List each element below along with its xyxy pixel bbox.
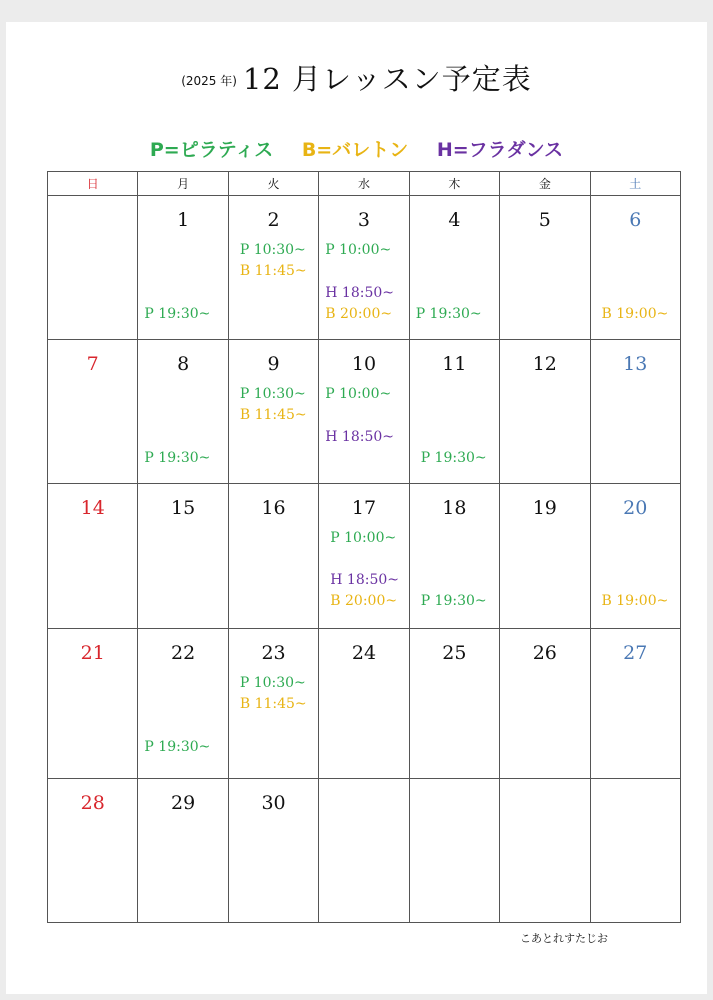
day-cell bbox=[500, 629, 590, 779]
day-number: 6 bbox=[629, 209, 642, 231]
day-cell bbox=[409, 484, 499, 629]
day-cell bbox=[319, 484, 409, 629]
day-cell bbox=[228, 340, 318, 484]
lesson-barreton: B 11:45~ bbox=[239, 696, 307, 712]
weekday-wed: 水 bbox=[319, 172, 409, 196]
week-row bbox=[48, 629, 681, 779]
day-number: 19 bbox=[532, 497, 557, 519]
weekday-sun: 日 bbox=[48, 172, 138, 196]
day-cell bbox=[590, 340, 680, 484]
day-cell bbox=[409, 629, 499, 779]
weekday-fri: 金 bbox=[500, 172, 590, 196]
day-number: 21 bbox=[80, 642, 105, 664]
day-number: 29 bbox=[171, 792, 196, 814]
day-number: 7 bbox=[86, 353, 99, 375]
day-cell bbox=[138, 779, 228, 923]
day-cell-empty bbox=[319, 779, 409, 923]
week-row bbox=[48, 196, 681, 340]
day-number: 3 bbox=[357, 209, 371, 231]
weekday-mon: 月 bbox=[138, 172, 228, 196]
weekday-tue: 火 bbox=[228, 172, 318, 196]
lesson-pilates: P 10:00~ bbox=[325, 242, 392, 258]
lesson-hula: H 18:50~ bbox=[330, 572, 400, 588]
legend-hula: H=フラダンス bbox=[436, 139, 564, 161]
studio-name: こあとれすたじお bbox=[520, 932, 608, 945]
day-cell bbox=[138, 340, 228, 484]
day-number: 28 bbox=[80, 792, 105, 814]
legend-pilates: P=ピラティス bbox=[149, 139, 274, 161]
lesson-pilates: P 10:00~ bbox=[330, 530, 397, 546]
day-cell bbox=[228, 484, 318, 629]
day-cell-empty bbox=[48, 196, 138, 340]
day-number: 26 bbox=[532, 642, 557, 664]
day-cell bbox=[138, 196, 228, 340]
day-cell bbox=[500, 196, 590, 340]
day-number: 4 bbox=[448, 209, 461, 231]
day-cell bbox=[500, 484, 590, 629]
lesson-barreton: B 19:00~ bbox=[601, 306, 669, 322]
lesson-barreton: B 20:00~ bbox=[325, 306, 393, 322]
day-number: 8 bbox=[177, 353, 190, 375]
day-cell bbox=[48, 779, 138, 923]
lesson-pilates: P 10:30~ bbox=[239, 386, 306, 402]
day-number: 18 bbox=[442, 497, 467, 519]
day-number: 1 bbox=[177, 209, 190, 231]
lesson-barreton: B 20:00~ bbox=[330, 593, 398, 609]
weekday-sat: 土 bbox=[590, 172, 680, 196]
day-cell bbox=[228, 196, 318, 340]
day-cell-empty bbox=[590, 779, 680, 923]
day-cell bbox=[138, 484, 228, 629]
day-cell bbox=[319, 340, 409, 484]
day-number: 12 bbox=[532, 353, 557, 375]
week-row bbox=[48, 484, 681, 629]
day-cell bbox=[319, 629, 409, 779]
lesson-hula: H 18:50~ bbox=[325, 429, 395, 445]
day-number: 13 bbox=[623, 353, 648, 375]
day-number: 25 bbox=[442, 642, 467, 664]
day-number: 22 bbox=[171, 642, 196, 664]
weekday-header-row bbox=[48, 172, 681, 196]
calendar-table bbox=[47, 171, 681, 923]
lesson-pilates: P 19:30~ bbox=[420, 450, 487, 466]
day-cell bbox=[409, 340, 499, 484]
lesson-pilates: P 19:30~ bbox=[415, 306, 482, 322]
lesson-pilates: P 10:30~ bbox=[239, 242, 306, 258]
day-number: 17 bbox=[351, 497, 377, 519]
day-cell bbox=[409, 196, 499, 340]
lesson-barreton: B 11:45~ bbox=[239, 407, 307, 423]
lesson-pilates: P 19:30~ bbox=[144, 306, 211, 322]
lesson-pilates: P 19:30~ bbox=[144, 450, 211, 466]
day-cell bbox=[48, 340, 138, 484]
legend-barreton: B=バレトン bbox=[301, 139, 409, 161]
week-row bbox=[48, 340, 681, 484]
day-cell bbox=[228, 629, 318, 779]
day-number: 14 bbox=[80, 497, 105, 519]
day-number: 20 bbox=[623, 497, 648, 519]
weekday-thu: 木 bbox=[409, 172, 499, 196]
day-cell bbox=[590, 484, 680, 629]
day-cell bbox=[228, 779, 318, 923]
legend bbox=[0, 135, 713, 162]
day-cell bbox=[48, 629, 138, 779]
day-cell-empty bbox=[409, 779, 499, 923]
day-cell bbox=[48, 484, 138, 629]
title-year: (2025 年) bbox=[181, 74, 237, 88]
day-cell-empty bbox=[500, 779, 590, 923]
day-cell bbox=[138, 629, 228, 779]
lesson-pilates: P 19:30~ bbox=[144, 739, 211, 755]
day-number: 9 bbox=[267, 353, 280, 375]
day-number: 11 bbox=[442, 353, 467, 375]
day-number: 30 bbox=[261, 792, 286, 814]
day-cell bbox=[590, 196, 680, 340]
day-number: 15 bbox=[171, 497, 196, 519]
lesson-barreton: B 11:45~ bbox=[239, 263, 307, 279]
lesson-pilates: P 19:30~ bbox=[420, 593, 487, 609]
title-main: 12 月レッスン予定表 bbox=[242, 62, 532, 96]
day-number: 10 bbox=[351, 353, 377, 375]
day-cell bbox=[590, 629, 680, 779]
week-row bbox=[48, 779, 681, 923]
day-number: 16 bbox=[261, 497, 286, 519]
day-number: 2 bbox=[267, 209, 280, 231]
day-number: 24 bbox=[351, 642, 377, 664]
day-cell bbox=[500, 340, 590, 484]
lesson-pilates: P 10:00~ bbox=[325, 386, 392, 402]
day-cell bbox=[319, 196, 409, 340]
day-number: 27 bbox=[623, 642, 648, 664]
day-number: 23 bbox=[261, 642, 286, 664]
page-title bbox=[0, 57, 713, 107]
day-number: 5 bbox=[538, 209, 551, 231]
lesson-hula: H 18:50~ bbox=[325, 285, 395, 301]
lesson-pilates: P 10:30~ bbox=[239, 675, 306, 691]
lesson-barreton: B 19:00~ bbox=[601, 593, 669, 609]
